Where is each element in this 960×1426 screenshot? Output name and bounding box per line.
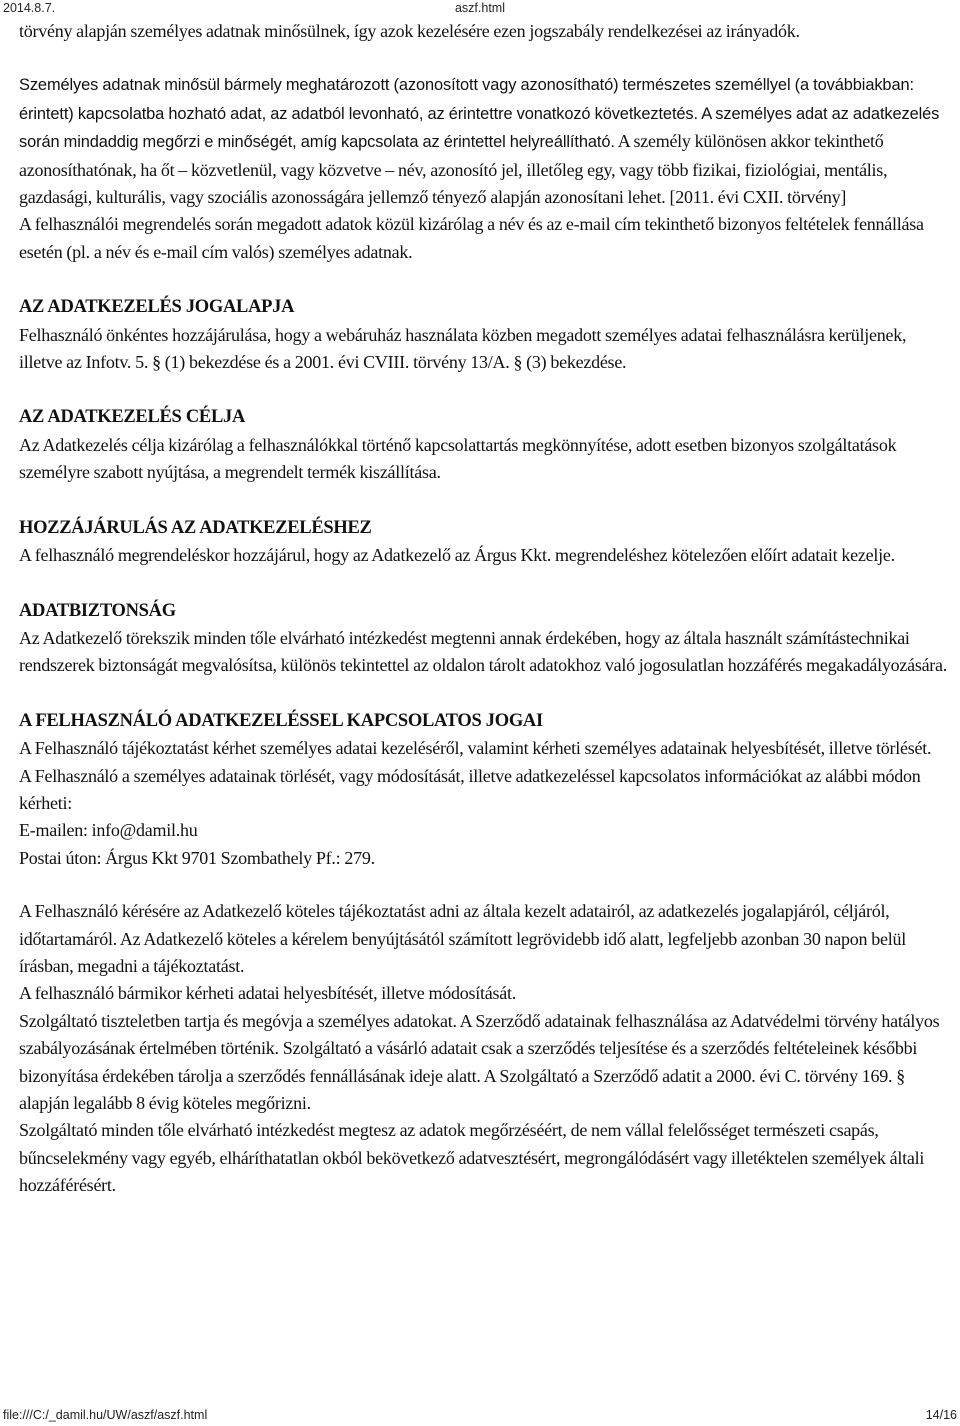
print-date: 2014.8.7. (3, 1, 56, 15)
section-title-jogalap: AZ ADATKEZELÉS JOGALAPJA (19, 297, 295, 318)
rights-paragraph-1: A Felhasználó tájékoztatást kérhet személyes adatai kezeléséről, valamint kérheti személyes adatainak helyesbítését, illetve törlését. (19, 738, 932, 759)
rights-paragraph-6: Szolgáltató minden tőle elvárható intézkedést megtesz az adatok megőrzéséért, de nem vállal felelősséget természeti csapás, bűncselekmény vagy egyéb, elháríthatatlan okból bekövetkező adatvesztésért, megrongálódásért vagy illetéktelen személyek általi hozzáférésért. (19, 1120, 925, 1196)
rights-paragraph-4: A felhasználó bármikor kérheti adatai helyesbítését, illetve módosítását. (19, 983, 516, 1004)
identifiable-person-definition: A személy különösen akkor tekinthető azonosíthatónak, ha őt – közvetlenül, vagy közvetve – név, azonosító jel, illetőleg egy, vagy több fizikai, fiziológiai, mentális, gazdasági, kulturális, vagy szociális azonosságára jellemző tényező alapján azonosítani lehet. [2011. évi CXII. törvény] (19, 131, 888, 208)
spacer (19, 680, 949, 708)
section-text-jogalap: Felhasználó önkéntes hozzájárulása, hogy a webáruház használata közben megadott személyes adatai felhasználásra kerüljenek, illetve az Infotv. 5. § (1) bekezdése és a 2001. évi CVIII. törvény 13/A. § (3) bekezdése. (19, 324, 907, 373)
print-footer (0, 1408, 960, 1426)
intro-paragraph-3: A felhasználói megrendelés során megadott adatok közül kizárólag a név és az e-mail cím tekinthető bizonyos feltételek fennállása esetén (pl. a név és e-mail cím valós) személyes adatnak. (19, 214, 924, 262)
section-text-biztonsag: Az Adatkezelő törekszik minden tőle elvárható intézkedést megtenni annak érdekében, hogy az általa használt számítástechnikai rendszerek biztonságát megvalósítsa, különös tekintettel az oldalon tárolt adatokhoz való jogosulatlan hozzáférés megakadályozására. (19, 627, 948, 676)
spacer (19, 45, 949, 71)
section-text-cel: Az Adatkezelés célja kizárólag a felhasználókkal történő kapcsolattartás megkönnyítése, adott esetben bizonyos szolgáltatások személyre szabott nyújtása, a megrendelt termék kiszállítása. (19, 434, 897, 483)
spacer (19, 266, 949, 294)
spacer (19, 376, 949, 404)
print-filename: aszf.html (454, 1, 505, 15)
rights-paragraph-3: A Felhasználó kérésére az Adatkezelő köteles tájékoztatást adni az általa kezelt adatairól, az adatkezelés jogalapjáról, céljáról, időtartamáról. Az Adatkezelő köteles a kérelem benyújtásától számított legrövidebb idő alatt, legfeljebb azonban 30 napon belül írásban, megadni a tájékoztatást. (19, 901, 906, 976)
file-path: file:///C:/_damil.hu/UW/aszf/aszf.html (3, 1408, 208, 1422)
section-title-jogai: A FELHASZNÁLÓ ADATKEZELÉSSEL KAPCSOLATOS JOGAI (19, 710, 543, 731)
personal-data-definition: Személyes adatnak minősül bármely meghatározott (azonosított vagy azonosítható) természetes személlyel (a továbbiakban: érintett) kapcsolatba hozható adat, az adatból levonható, az érintettre vonatkozó következtetés. A személyes adat az adatkezelés során mindaddig megőrzi e minőségét, amíg kapcsolata az érintettel helyreállítható. (19, 76, 940, 152)
page-number: 14/16 (925, 1408, 957, 1422)
rights-paragraph-2: A Felhasználó a személyes adatainak törlését, vagy módosítását, illetve adatkezeléssel kapcsolatos információkat az alábbi módon kérheti: (19, 765, 921, 813)
section-title-cel: AZ ADATKEZELÉS CÉLJA (19, 407, 245, 428)
section-title-hozzajarulas: HOZZÁJÁRULÁS AZ ADATKEZELÉSHEZ (19, 517, 372, 538)
print-header (0, 0, 960, 18)
section-text-hozzajarulas: A felhasználó megrendeléskor hozzájárul, hogy az Adatkezelő az Árgus Kkt. megrendeléshez kötelezően előírt adatait kezelje. (19, 545, 895, 566)
document-body (19, 18, 949, 1200)
spacer (19, 570, 949, 598)
spacer (19, 872, 949, 898)
intro-paragraph-1: törvény alapján személyes adatnak minősülnek, így azok kezelésére ezen jogszabály rendelkezései az irányadók. (19, 21, 800, 41)
rights-paragraph-5: Szolgáltató tiszteletben tartja és megóvja a személyes adatokat. A Szerződő adatainak felhasználása az Adatvédelmi törvény hatályos szabályozásának értelmében történik. Szolgáltató a vásárló adatait csak a szerződés teljesítése és a szerződés feltételeinek későbbi bizonyítása érdekében tárolja a szerződés fennállásának ideje alatt. A Szolgáltató a Szerződő adatit a 2000. évi C. törvény 169. § alapján legalább 8 évig köteles megőrizni. (19, 1010, 940, 1113)
intro-paragraph-2 (19, 71, 949, 211)
contact-postal: Postai úton: Árgus Kkt 9701 Szombathely Pf.: 279. (19, 847, 375, 868)
spacer (19, 487, 949, 515)
section-title-biztonsag: ADATBIZTONSÁG (19, 600, 176, 621)
contact-email: E-mailen: info@damil.hu (19, 820, 198, 841)
